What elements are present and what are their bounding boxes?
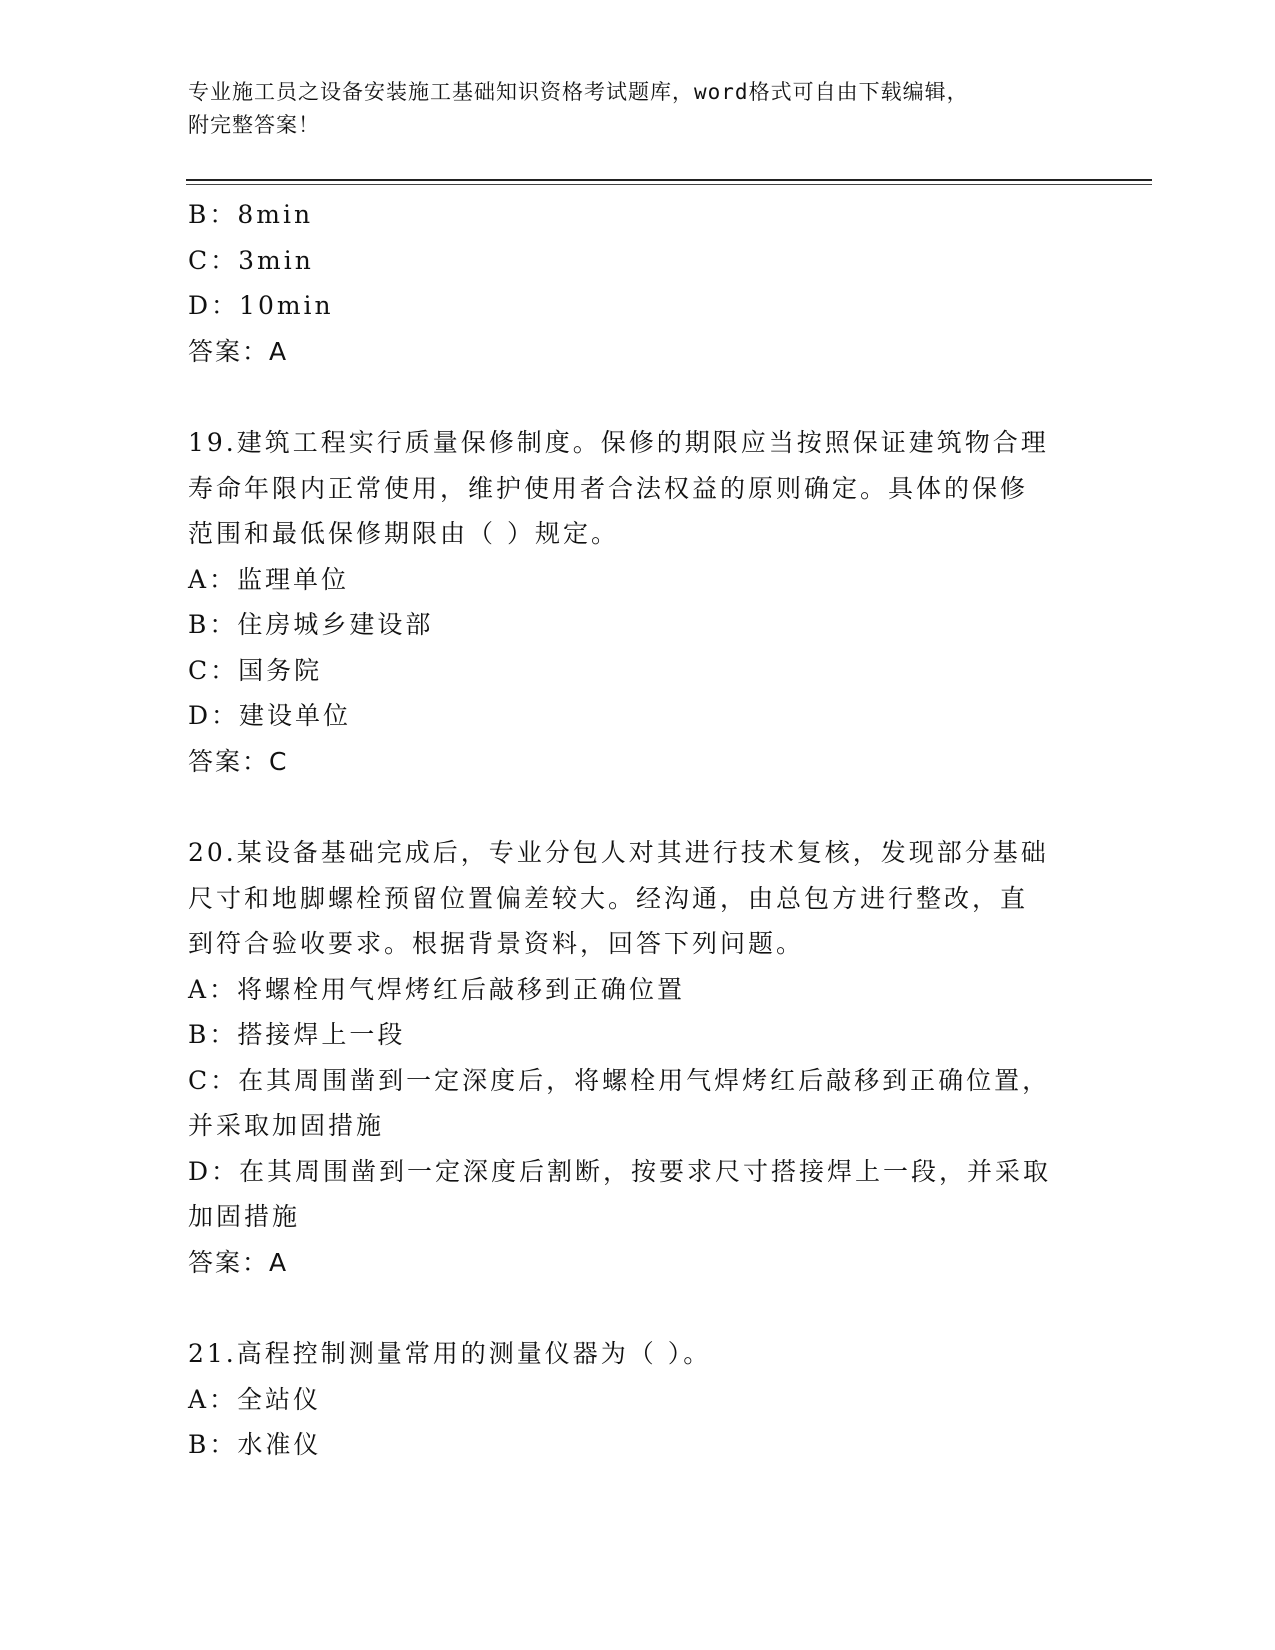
header-divider-thick	[186, 179, 1152, 181]
option-d: D：在其周围凿到一定深度后割断，按要求尺寸搭接焊上一段，并采取	[188, 1156, 1052, 1186]
question-21	[188, 1331, 1068, 1468]
question-stem-line: 21.高程控制测量常用的测量仪器为（ ）。	[188, 1339, 712, 1368]
option-d: D：建设单位	[188, 701, 352, 730]
option-b: B：水准仪	[188, 1430, 322, 1459]
page-header	[188, 76, 1068, 142]
question-stem-line: 尺寸和地脚螺栓预留位置偏差较大。经沟通，由总包方进行整改，直	[188, 883, 1029, 913]
option-a: A：监理单位	[188, 564, 350, 594]
question-stem-line: 寿命年限内正常使用，维护使用者合法权益的原则确定。具体的保修	[188, 473, 1029, 503]
option-d-continued: 加固措施	[188, 1202, 301, 1231]
option-b: B：8min	[188, 200, 314, 229]
option-c: C：3min	[188, 245, 314, 275]
spacer	[188, 1285, 1068, 1331]
option-b: B：搭接焊上一段	[188, 1020, 406, 1049]
option-c-continued: 并采取加固措施	[188, 1111, 385, 1140]
header-divider-thin	[186, 184, 1152, 185]
question-18-continued	[188, 192, 1068, 374]
option-d: D：10min	[188, 291, 334, 320]
question-20	[188, 830, 1068, 1285]
option-c: C：在其周围凿到一定深度后，将螺栓用气焊烤红后敲移到正确位置，	[188, 1065, 1051, 1095]
answer-line: 答案：A	[188, 1247, 289, 1277]
option-c: C：国务院	[188, 655, 323, 685]
question-stem-line: 19.建筑工程实行质量保修制度。保修的期限应当按照保证建筑物合理	[188, 428, 1049, 457]
header-line-2: 附完整答案！	[188, 113, 320, 137]
question-19	[188, 420, 1068, 784]
question-stem-line: 到符合验收要求。根据背景资料，回答下列问题。	[188, 929, 805, 958]
question-stem-line: 范围和最低保修期限由（ ）规定。	[188, 519, 619, 548]
spacer	[188, 374, 1068, 420]
question-stem-line: 20.某设备基础完成后，专业分包人对其进行技术复核，发现部分基础	[188, 838, 1049, 867]
spacer	[188, 784, 1068, 830]
answer-line: 答案：A	[188, 336, 289, 366]
option-b: B：住房城乡建设部	[188, 610, 434, 639]
question-list	[188, 192, 1068, 1468]
header-line-1: 专业施工员之设备安装施工基础知识资格考试题库，word格式可自由下载编辑，	[188, 80, 969, 104]
answer-line: 答案：C	[188, 746, 289, 776]
option-a: A：全站仪	[188, 1384, 322, 1414]
option-a: A：将螺栓用气焊烤红后敲移到正确位置	[188, 974, 686, 1004]
